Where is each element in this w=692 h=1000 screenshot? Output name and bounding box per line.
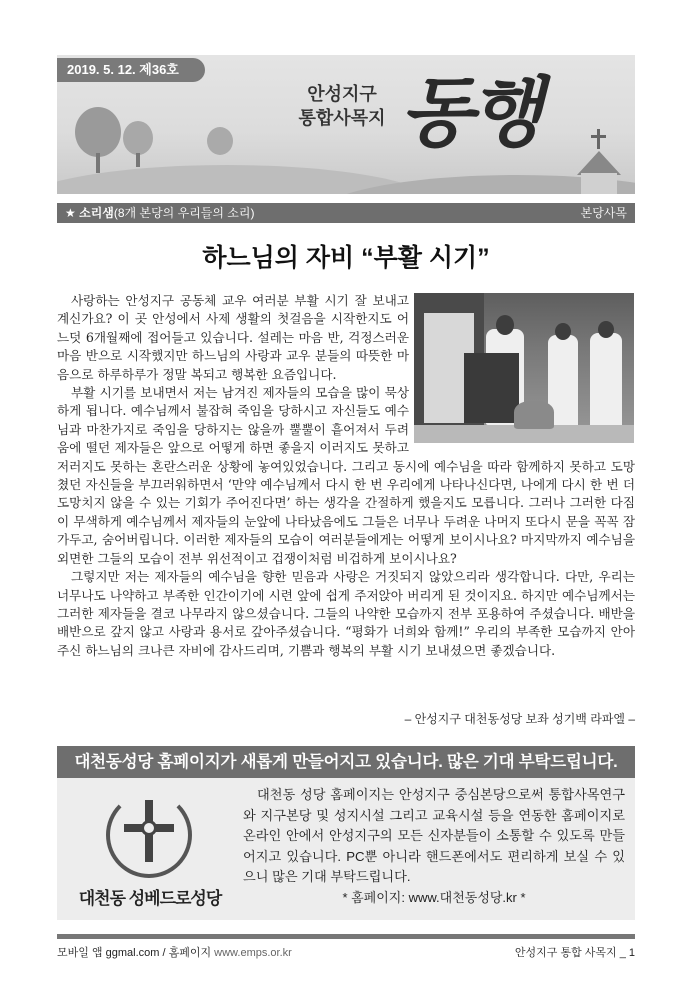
footer-contact xyxy=(57,944,292,960)
masthead-subtitle-line2: 통합사목지 xyxy=(298,108,386,128)
tree-trunk xyxy=(136,153,140,167)
page-number: 안성지구 통합 사목지 _ 1 xyxy=(514,947,635,959)
notice-body-text xyxy=(243,785,625,888)
footer-separator: / xyxy=(159,947,169,959)
section-bar xyxy=(57,203,635,223)
article-byline: – 안성지구 대천동성당 보좌 성기백 라파엘 – xyxy=(404,712,635,726)
homepage-footer-link[interactable]: www.emps.or.kr xyxy=(214,947,292,959)
homepage-label: 홈페이지 xyxy=(168,947,212,959)
article-paragraph: 부활 시기를 보내면서 저는 남겨진 제자들의 모습을 많이 묵상하게 됩니다. 예수님께서 불잡혀 죽임을 당하시고 자신들도 예수님과 마찬가지로 죽임을 당하지는 않을까 뿔뿔이 흩어져서 두려움에 떨던 제자들은 앞으로 어떻게 하면 좋을지 이러지도 못하고 저러지도 못하는 혼란스러운 상황에 놓여있었습니다. 그리고 동시에 예수님을 따라 함께하지 못하고 도망쳤던 자신들을 부끄러워하면서 ‘만약 예수님께서 다시 한 번 우리에게 나타나신다면, 나에게 다시 한 번 더 도망치지 않을 수 있는 기회가 주어진다면’ 하는 생각을 간절하게 했을지도 모릅니다. 그러나 그러한 다짐이 무색하게 예수님께서 제자들의 눈앞에 나타났음에도 그들은 너무나 두려운 나머지 또다시 문을 꼭꼭 잠가두고, 숨어버립니다. 이러한 제자들의 모습이 여러분들에게는 어떻게 보이시나요? 마지막까지 예수님을 외면한 그들의 모습이 전부 위선적이고 겁쟁이처럼 비겁하게 보이시나요? xyxy=(57,385,635,566)
masthead-title: 동행 xyxy=(400,68,539,157)
logo-center xyxy=(141,820,157,836)
mobile-app-link[interactable]: ggmal.com xyxy=(105,947,160,959)
parish-logo xyxy=(70,788,230,912)
section-title: 소리샘 xyxy=(79,206,114,220)
homepage-link[interactable]: * 홈페이지: www.대천동성당.kr * xyxy=(342,890,526,905)
church-icon xyxy=(569,143,629,193)
article-paragraph: 사랑하는 안성지구 공동체 교우 여러분 부활 시기 잘 보내고 계신가요? 이 곳 안성에서 사제 생활의 첫걸음을 시작한지도 어느덧 6개월째에 접어들고 있습니다. 설레는 마음 반, 걱정스러운 마음 반으로 시작했지만 하느님의 사랑과 교우 분들의 따뜻한 마음으로 하루하루가 정말 복되고 행복한 요즘입니다. xyxy=(57,293,409,382)
article-body xyxy=(57,292,635,660)
star-icon: ★ xyxy=(65,206,76,220)
notice-paragraph: 대천동 성당 홈페이지는 안성지구 중심본당으로써 통합사목연구와 지구본당 및 성지시설 그리고 교육시설 등을 연동한 홈페이지로 온라인 안에서 안성지구의 모든 신자분들이 소통할 수 있도록 만들어지고 있습니다. PC뿐 아니라 핸드폰에서도 편리하게 보실 수 있으니 많은 기대 부탁드립니다. xyxy=(243,787,625,884)
issue-number: 2019. 5. 12. 제36호 xyxy=(57,58,205,82)
article-headline: 하느님의 자비 “부활 시기” xyxy=(202,244,490,272)
section-note: (8개 본당의 우리들의 소리) xyxy=(113,206,255,220)
logo-text: 대천동 성베드로성당 xyxy=(78,889,222,908)
masthead-subtitle-line1: 안성지구 xyxy=(307,84,377,104)
tree-icon xyxy=(75,107,121,157)
section-label xyxy=(65,203,254,223)
article-paragraph: 그렇지만 저는 제자들의 예수님을 향한 믿음과 사랑은 거짓되지 않았으리라 생각합니다. 다만, 우리는 너무나도 나약하고 부족한 인간이기에 시련 앞에 쉽게 주저앉아 버리게 된 것이지요. 하지만 예수님께서는 그러한 제자들을 결코 나무라지 않으셨습니다. 그들의 나약한 모습까지 전부 포용하여 주셨습니다. 배반을 배반으로 갚지 않고 사랑과 용서로 갚아주셨습니다. “평화가 너희와 함께!” 우리의 부족한 모습까지 안아주신 하느님의 크나큰 자비에 감사드리며, 기쁨과 행복의 부활 시기 보내셨으면 좋겠습니다. xyxy=(57,569,635,658)
footer-rule xyxy=(57,934,635,939)
tree-icon xyxy=(207,127,233,155)
tree-trunk xyxy=(96,153,100,173)
notice-header: 대천동성당 홈페이지가 새롭게 만들어지고 있습니다. 많은 기대 부탁드립니다. xyxy=(57,746,635,778)
mobile-app-label: 모바일 앱 xyxy=(57,947,103,959)
section-category: 본당사목 xyxy=(580,206,627,220)
tree-icon xyxy=(123,121,153,155)
masthead-subtitle xyxy=(277,82,407,130)
